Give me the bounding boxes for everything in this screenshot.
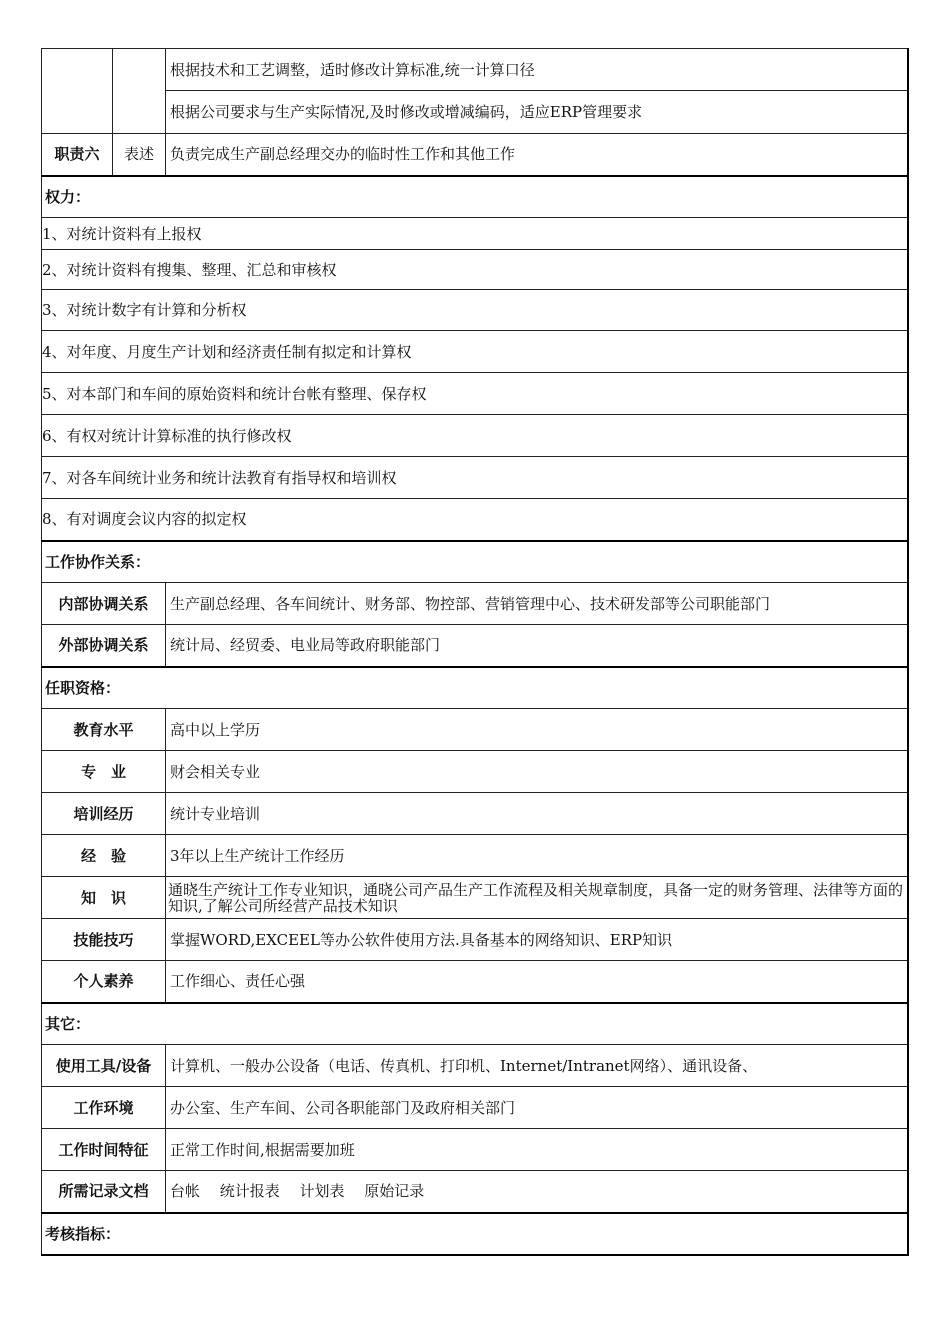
duty6-row <box>42 134 908 176</box>
qualification-row <box>42 877 908 919</box>
external-coop-value: 统计局、经贸委、电业局等政府职能部门 <box>166 625 908 667</box>
qualification-value: 掌握WORD,EXCEEL等办公软件使用方法.具备基本的网络知识、ERP知识 <box>166 919 908 961</box>
power-row <box>42 373 908 415</box>
other-label: 所需记录文档 <box>42 1171 166 1213</box>
duty-label-blank <box>42 49 113 134</box>
qualification-label: 教育水平 <box>42 709 166 751</box>
qualification-row <box>42 751 908 793</box>
other-value: 计算机、一般办公设备（电话、传真机、打印机、Internet/Intranet网络）、通讯设备、 <box>166 1045 908 1087</box>
other-row <box>42 1171 908 1213</box>
powers-title: 权力： <box>42 176 908 218</box>
qualification-label: 培训经历 <box>42 793 166 835</box>
power-item: 8、有对调度会议内容的拟定权 <box>42 499 908 541</box>
assessment-header-row <box>42 1213 908 1255</box>
duty6-type: 表述 <box>113 134 166 176</box>
qualification-value: 高中以上学历 <box>166 709 908 751</box>
internal-coop-label: 内部协调关系 <box>42 583 166 625</box>
qualification-row <box>42 709 908 751</box>
qualification-value: 统计专业培训 <box>166 793 908 835</box>
power-row <box>42 250 908 290</box>
qualification-value: 通晓生产统计工作专业知识，通晓公司产品生产工作流程及相关规章制度，具备一定的财务管理、法律等方面的知识,了解公司所经营产品技术知识 <box>166 877 908 919</box>
qualification-row <box>42 835 908 877</box>
power-item: 2、对统计资料有搜集、整理、汇总和审核权 <box>42 250 908 290</box>
power-item: 6、有权对统计计算标准的执行修改权 <box>42 415 908 457</box>
other-row <box>42 1129 908 1171</box>
power-item: 5、对本部门和车间的原始资料和统计台帐有整理、保存权 <box>42 373 908 415</box>
power-item: 7、对各车间统计业务和统计法教育有指导权和培训权 <box>42 457 908 499</box>
cooperation-header-row <box>42 541 908 583</box>
duty-continued-row-1 <box>42 49 908 91</box>
qualification-label: 技能技巧 <box>42 919 166 961</box>
internal-coop-value: 生产副总经理、各车间统计、财务部、物控部、营销管理中心、技术研发部等公司职能部门 <box>166 583 908 625</box>
cooperation-title: 工作协作关系： <box>42 541 908 583</box>
duty6-label: 职责六 <box>42 134 113 176</box>
qualification-label: 专 业 <box>42 751 166 793</box>
duty-continued-row-2 <box>42 91 908 134</box>
other-title: 其它： <box>42 1003 908 1045</box>
other-value: 办公室、生产车间、公司各职能部门及政府相关部门 <box>166 1087 908 1129</box>
qualification-label: 经 验 <box>42 835 166 877</box>
external-coop-label: 外部协调关系 <box>42 625 166 667</box>
duty-type-blank <box>113 49 166 134</box>
duty-line: 根据技术和工艺调整，适时修改计算标准,统一计算口径 <box>166 49 908 91</box>
qualification-label: 个人素养 <box>42 961 166 1003</box>
qualification-row <box>42 919 908 961</box>
power-row <box>42 415 908 457</box>
duty6-text: 负责完成生产副总经理交办的临时性工作和其他工作 <box>166 134 908 176</box>
qualification-row <box>42 961 908 1003</box>
power-row <box>42 457 908 499</box>
power-row <box>42 290 908 331</box>
power-row <box>42 331 908 373</box>
power-row <box>42 499 908 541</box>
qualification-value: 3年以上生产统计工作经历 <box>166 835 908 877</box>
qualification-row <box>42 793 908 835</box>
assessment-title: 考核指标： <box>42 1213 908 1255</box>
job-description-table <box>41 48 909 1256</box>
power-row <box>42 218 908 250</box>
other-value: 台帐 统计报表 计划表 原始记录 <box>166 1171 908 1213</box>
other-label: 工作时间特征 <box>42 1129 166 1171</box>
qualifications-header-row <box>42 667 908 709</box>
power-item: 1、对统计资料有上报权 <box>42 218 908 250</box>
other-row <box>42 1045 908 1087</box>
other-header-row <box>42 1003 908 1045</box>
external-coop-row <box>42 625 908 667</box>
duty-line: 根据公司要求与生产实际情况,及时修改或增减编码，适应ERP管理要求 <box>166 91 908 134</box>
qualification-label: 知 识 <box>42 877 166 919</box>
power-item: 4、对年度、月度生产计划和经济责任制有拟定和计算权 <box>42 331 908 373</box>
qualifications-title: 任职资格： <box>42 667 908 709</box>
qualification-value: 工作细心、责任心强 <box>166 961 908 1003</box>
power-item: 3、对统计数字有计算和分析权 <box>42 290 908 331</box>
powers-header-row <box>42 176 908 218</box>
internal-coop-row <box>42 583 908 625</box>
other-label: 工作环境 <box>42 1087 166 1129</box>
other-label: 使用工具/设备 <box>42 1045 166 1087</box>
other-row <box>42 1087 908 1129</box>
qualification-value: 财会相关专业 <box>166 751 908 793</box>
other-value: 正常工作时间,根据需要加班 <box>166 1129 908 1171</box>
